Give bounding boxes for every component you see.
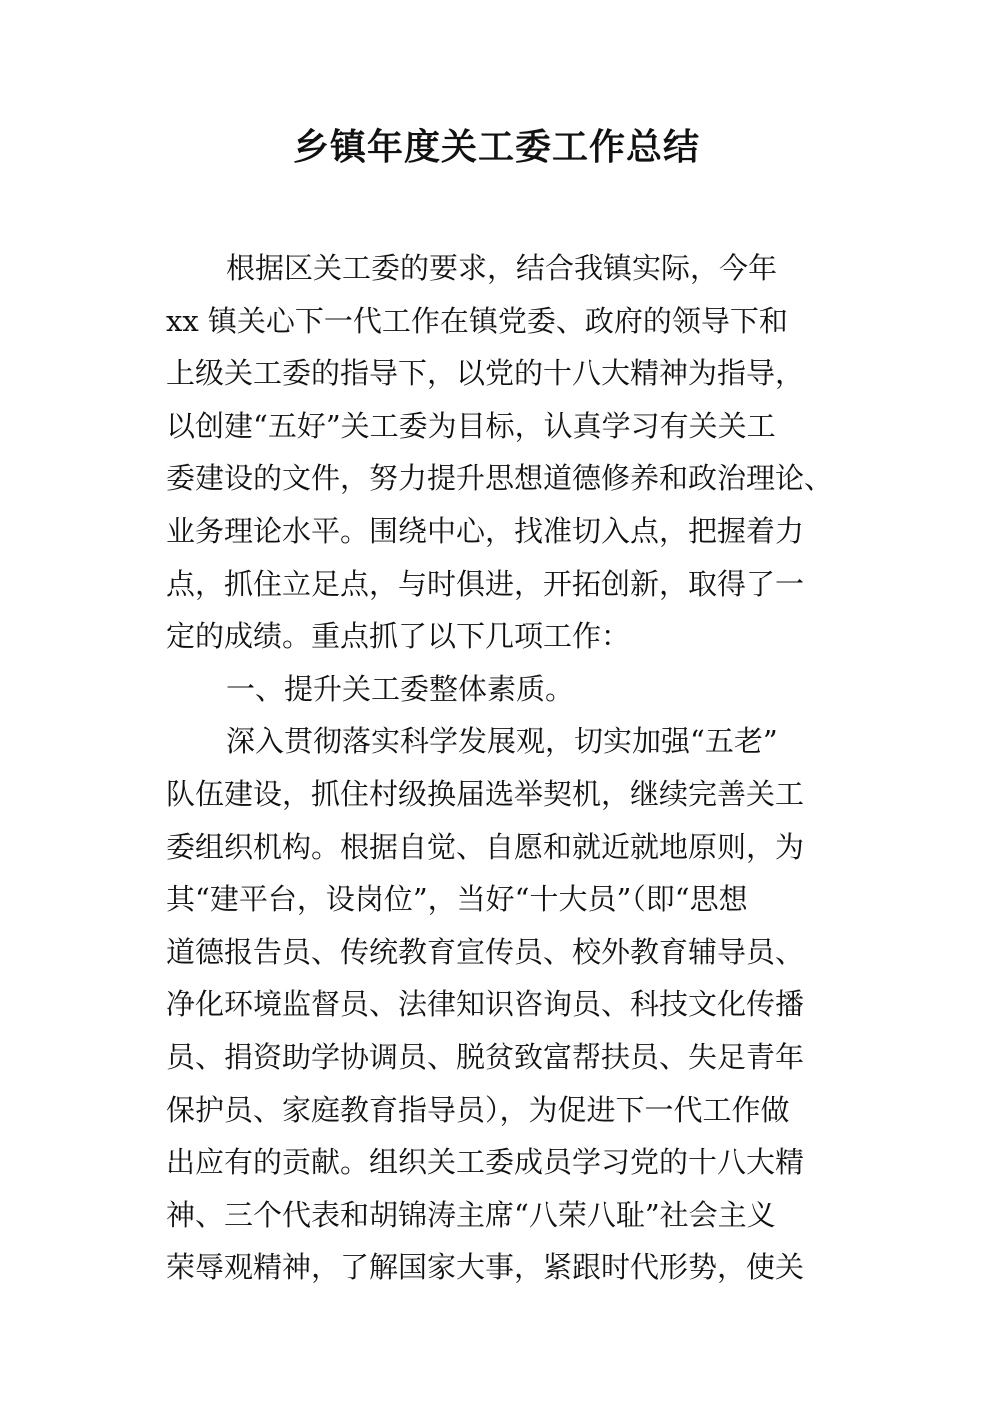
- body-line: 业务理论水平。围绕中心，找准切入点，把握着力: [166, 513, 805, 548]
- body-line: 深入贯彻落实科学发展观，切实加强“五老”: [226, 724, 778, 759]
- body-line: 一、提升关工委整体素质。: [226, 671, 575, 706]
- body-line: 员、捐资助学协调员、脱贫致富帮扶员、失足青年: [166, 1039, 805, 1074]
- body-line: 根据区关工委的要求，结合我镇实际，今年: [226, 251, 778, 285]
- body-line: 出应有的贡献。组织关工委成员学习党的十八大精: [166, 1145, 805, 1180]
- body-line: 委组织机构。根据自觉、自愿和就近就地原则，为: [166, 829, 805, 864]
- body-line: 上级关工委的指导下，以党的十八大精神为指导，: [166, 356, 805, 391]
- body-line: 保护员、家庭教育指导员），为促进下一代工作做: [166, 1092, 790, 1127]
- body-line: 其“建平台，设岗位”，当好“十大员”（即“思想: [166, 882, 748, 917]
- body-line: 净化环境监督员、法律知识咨询员、科技文化传播: [166, 987, 805, 1022]
- body-line: 神、三个代表和胡锦涛主席“八荣八耻”社会主义: [166, 1197, 776, 1232]
- body-line: 道德报告员、传统教育宣传员、校外教育辅导员、: [166, 934, 805, 969]
- body-line: 定的成绩。重点抓了以下几项工作：: [166, 619, 631, 654]
- body-line: 荣辱观精神，了解国家大事，紧跟时代形势，使关: [166, 1250, 805, 1285]
- body-line: 点，抓住立足点，与时俱进，开拓创新，取得了一: [166, 566, 805, 601]
- document-title: 乡镇年度关工委工作总结: [292, 127, 700, 168]
- body-line: 队伍建设，抓住村级换届选举契机，继续完善关工: [166, 776, 805, 811]
- body-line: 以创建“五好”关工委为目标，认真学习有关关工: [166, 408, 776, 443]
- body-line: xx 镇关心下一代工作在镇党委、政府的领导下和: [166, 303, 788, 338]
- document-body: [166, 242, 866, 1294]
- body-line: 委建设的文件，努力提升思想道德修养和政治理论、: [166, 461, 834, 496]
